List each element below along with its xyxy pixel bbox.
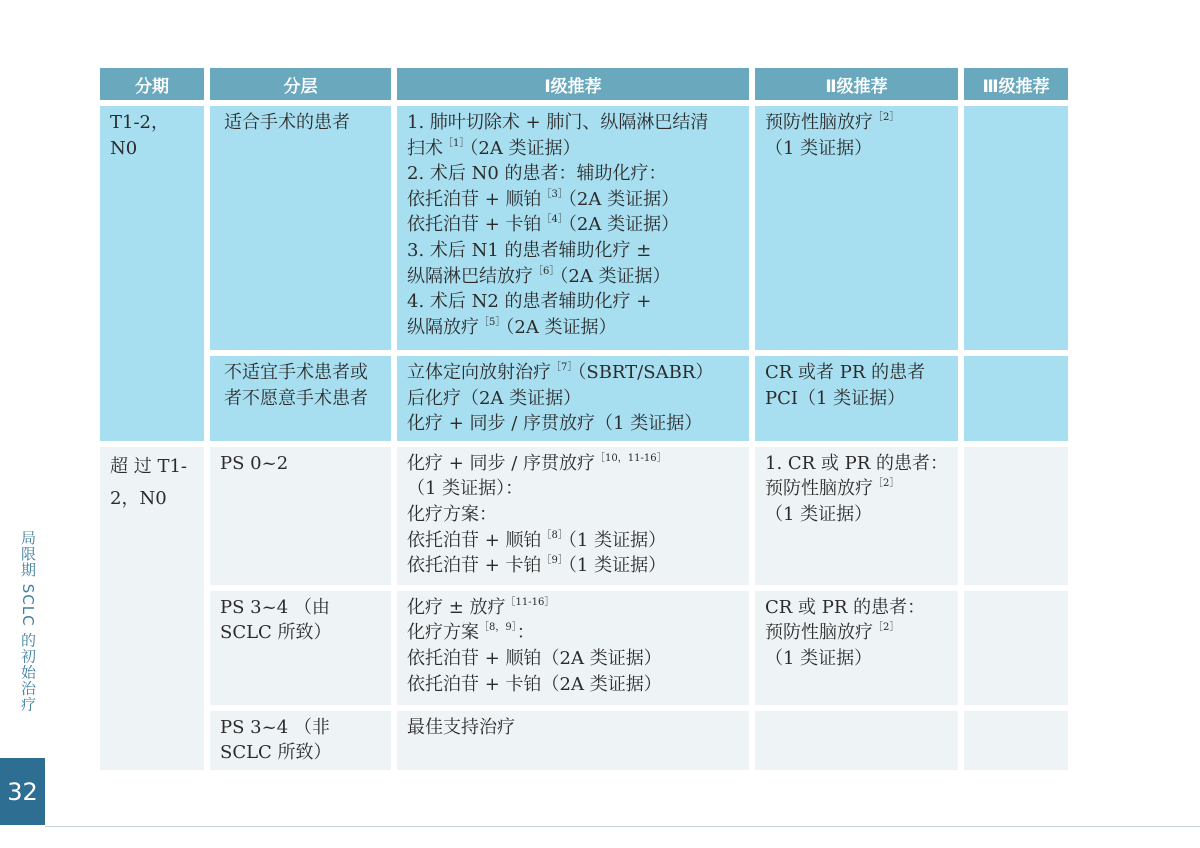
level-2-cell <box>755 711 958 770</box>
rec-line: 后化疗（2A 类证据） <box>407 387 582 409</box>
rec-line: 依托泊苷 + 卡铂$^{[4]}$（2A 类证据） <box>407 214 680 236</box>
table-row <box>100 591 1068 705</box>
level-3-cell <box>964 356 1068 441</box>
section-side-label: 局限期 SCLC 的初始治疗 <box>19 530 37 713</box>
layer-cell: PS 0~2 <box>210 447 391 585</box>
layer-cell: 适合手术的患者 <box>210 106 391 350</box>
citation: ［1］ <box>443 137 470 149</box>
citation: ［2］ <box>873 478 900 490</box>
rec-line: 扫术$^{[1]}$（2A 类证据） <box>407 137 581 159</box>
rec-line: 化疗 + 同步 / 序贯放疗$^{[10,11-16]}$ <box>407 452 667 474</box>
layer-cell: 不适宜手术患者或者不愿意手术患者 <box>210 356 391 441</box>
rec-line: 3. 术后 N1 的患者辅助化疗 ± <box>407 239 652 261</box>
rec-line: 纵隔放疗$^{[5]}$（2A 类证据） <box>407 316 617 338</box>
rec-line: （1 类证据） <box>765 647 873 669</box>
table-row <box>100 711 1068 770</box>
layer-cell: PS 3~4 （由 SCLC 所致） <box>210 591 391 705</box>
citation: ［11-16］ <box>505 596 555 608</box>
rec-line: 立体定向放射治疗$^{[7]}$（SBRT/SABR） <box>407 362 714 383</box>
rec-line: （1 类证据） <box>765 503 873 525</box>
level-1-cell <box>397 591 749 705</box>
level-2-cell <box>755 591 958 705</box>
level-1-cell <box>397 447 749 585</box>
rec-line: CR 或者 PR 的患者 <box>765 362 926 383</box>
citation: ［9］ <box>541 555 568 567</box>
level-3-cell <box>964 106 1068 350</box>
header-stage: 分期 <box>100 68 204 100</box>
level-2-cell <box>755 106 958 350</box>
citation: ［4］ <box>541 214 568 226</box>
citation: ［6］ <box>533 265 560 277</box>
rec-line: （1 类证据） <box>765 137 873 159</box>
rec-line: 化疗 ± 放疗$^{[11-16]}$ <box>407 596 555 618</box>
bottom-divider <box>45 826 1200 827</box>
rec-line: （1 类证据）： <box>407 478 524 500</box>
rec-line: PCI（1 类证据） <box>765 387 906 409</box>
citation: ［5］ <box>479 316 506 328</box>
rec-line: 化疗方案$^{[8,9]}$： <box>407 622 535 644</box>
rec-line: 1. CR 或 PR 的患者： <box>765 452 949 474</box>
citation: ［2］ <box>873 622 900 634</box>
rec-line: 最佳支持治疗 <box>407 716 515 738</box>
rec-line: 依托泊苷 + 顺铂$^{[3]}$（2A 类证据） <box>407 188 680 210</box>
level-2-cell <box>755 447 958 585</box>
rec-line: 预防性脑放疗$^{[2]}$ <box>765 478 900 500</box>
rec-line: 1. 肺叶切除术 + 肺门、纵隔淋巴结清 <box>407 112 709 133</box>
stage-cell: T1-2，N0 <box>100 106 204 441</box>
stage-cell: 超 过 T1-2，N0 <box>100 447 204 770</box>
header-level-2: Ⅱ级推荐 <box>755 68 958 100</box>
layer-cell: PS 3~4 （非 SCLC 所致） <box>210 711 391 770</box>
header-level-3: Ⅲ级推荐 <box>964 68 1068 100</box>
header-layer: 分层 <box>210 68 391 100</box>
rec-line: 4. 术后 N2 的患者辅助化疗 + <box>407 291 652 313</box>
rec-line: 依托泊苷 + 卡铂$^{[9]}$（1 类证据） <box>407 555 667 577</box>
rec-line: 依托泊苷 + 顺铂（2A 类证据） <box>407 647 662 669</box>
level-3-cell <box>964 711 1068 770</box>
citation: ［2］ <box>873 112 900 123</box>
table-row <box>100 106 1068 350</box>
rec-line: 化疗 + 同步 / 序贯放疗（1 类证据） <box>407 413 703 435</box>
citation: ［10，11-16］ <box>595 452 667 464</box>
level-1-cell <box>397 711 749 770</box>
rec-line: 纵隔淋巴结放疗$^{[6]}$（2A 类证据） <box>407 265 671 287</box>
level-1-cell <box>397 356 749 441</box>
level-1-cell <box>397 106 749 350</box>
level-2-cell <box>755 356 958 441</box>
citation: ［3］ <box>541 188 568 200</box>
citation: ［8，9］ <box>479 622 517 634</box>
level-3-cell <box>964 447 1068 585</box>
rec-line: 预防性脑放疗$^{[2]}$ <box>765 112 900 133</box>
rec-line: 化疗方案： <box>407 503 497 525</box>
rec-line: 依托泊苷 + 顺铂$^{[8]}$（1 类证据） <box>407 529 667 551</box>
rec-line: CR 或 PR 的患者： <box>765 596 926 618</box>
table-header-row <box>100 68 1068 100</box>
rec-line: 2. 术后 N0 的患者：辅助化疗： <box>407 163 667 185</box>
page-number: 32 <box>0 758 45 825</box>
treatment-table <box>94 62 1074 776</box>
table-row <box>100 447 1068 585</box>
level-3-cell <box>964 591 1068 705</box>
citation: ［8］ <box>541 529 568 541</box>
rec-line: 预防性脑放疗$^{[2]}$ <box>765 622 900 644</box>
citation: ［7］ <box>551 362 578 373</box>
table-row <box>100 356 1068 441</box>
header-level-1: Ⅰ级推荐 <box>397 68 749 100</box>
rec-line: 依托泊苷 + 卡铂（2A 类证据） <box>407 673 662 695</box>
